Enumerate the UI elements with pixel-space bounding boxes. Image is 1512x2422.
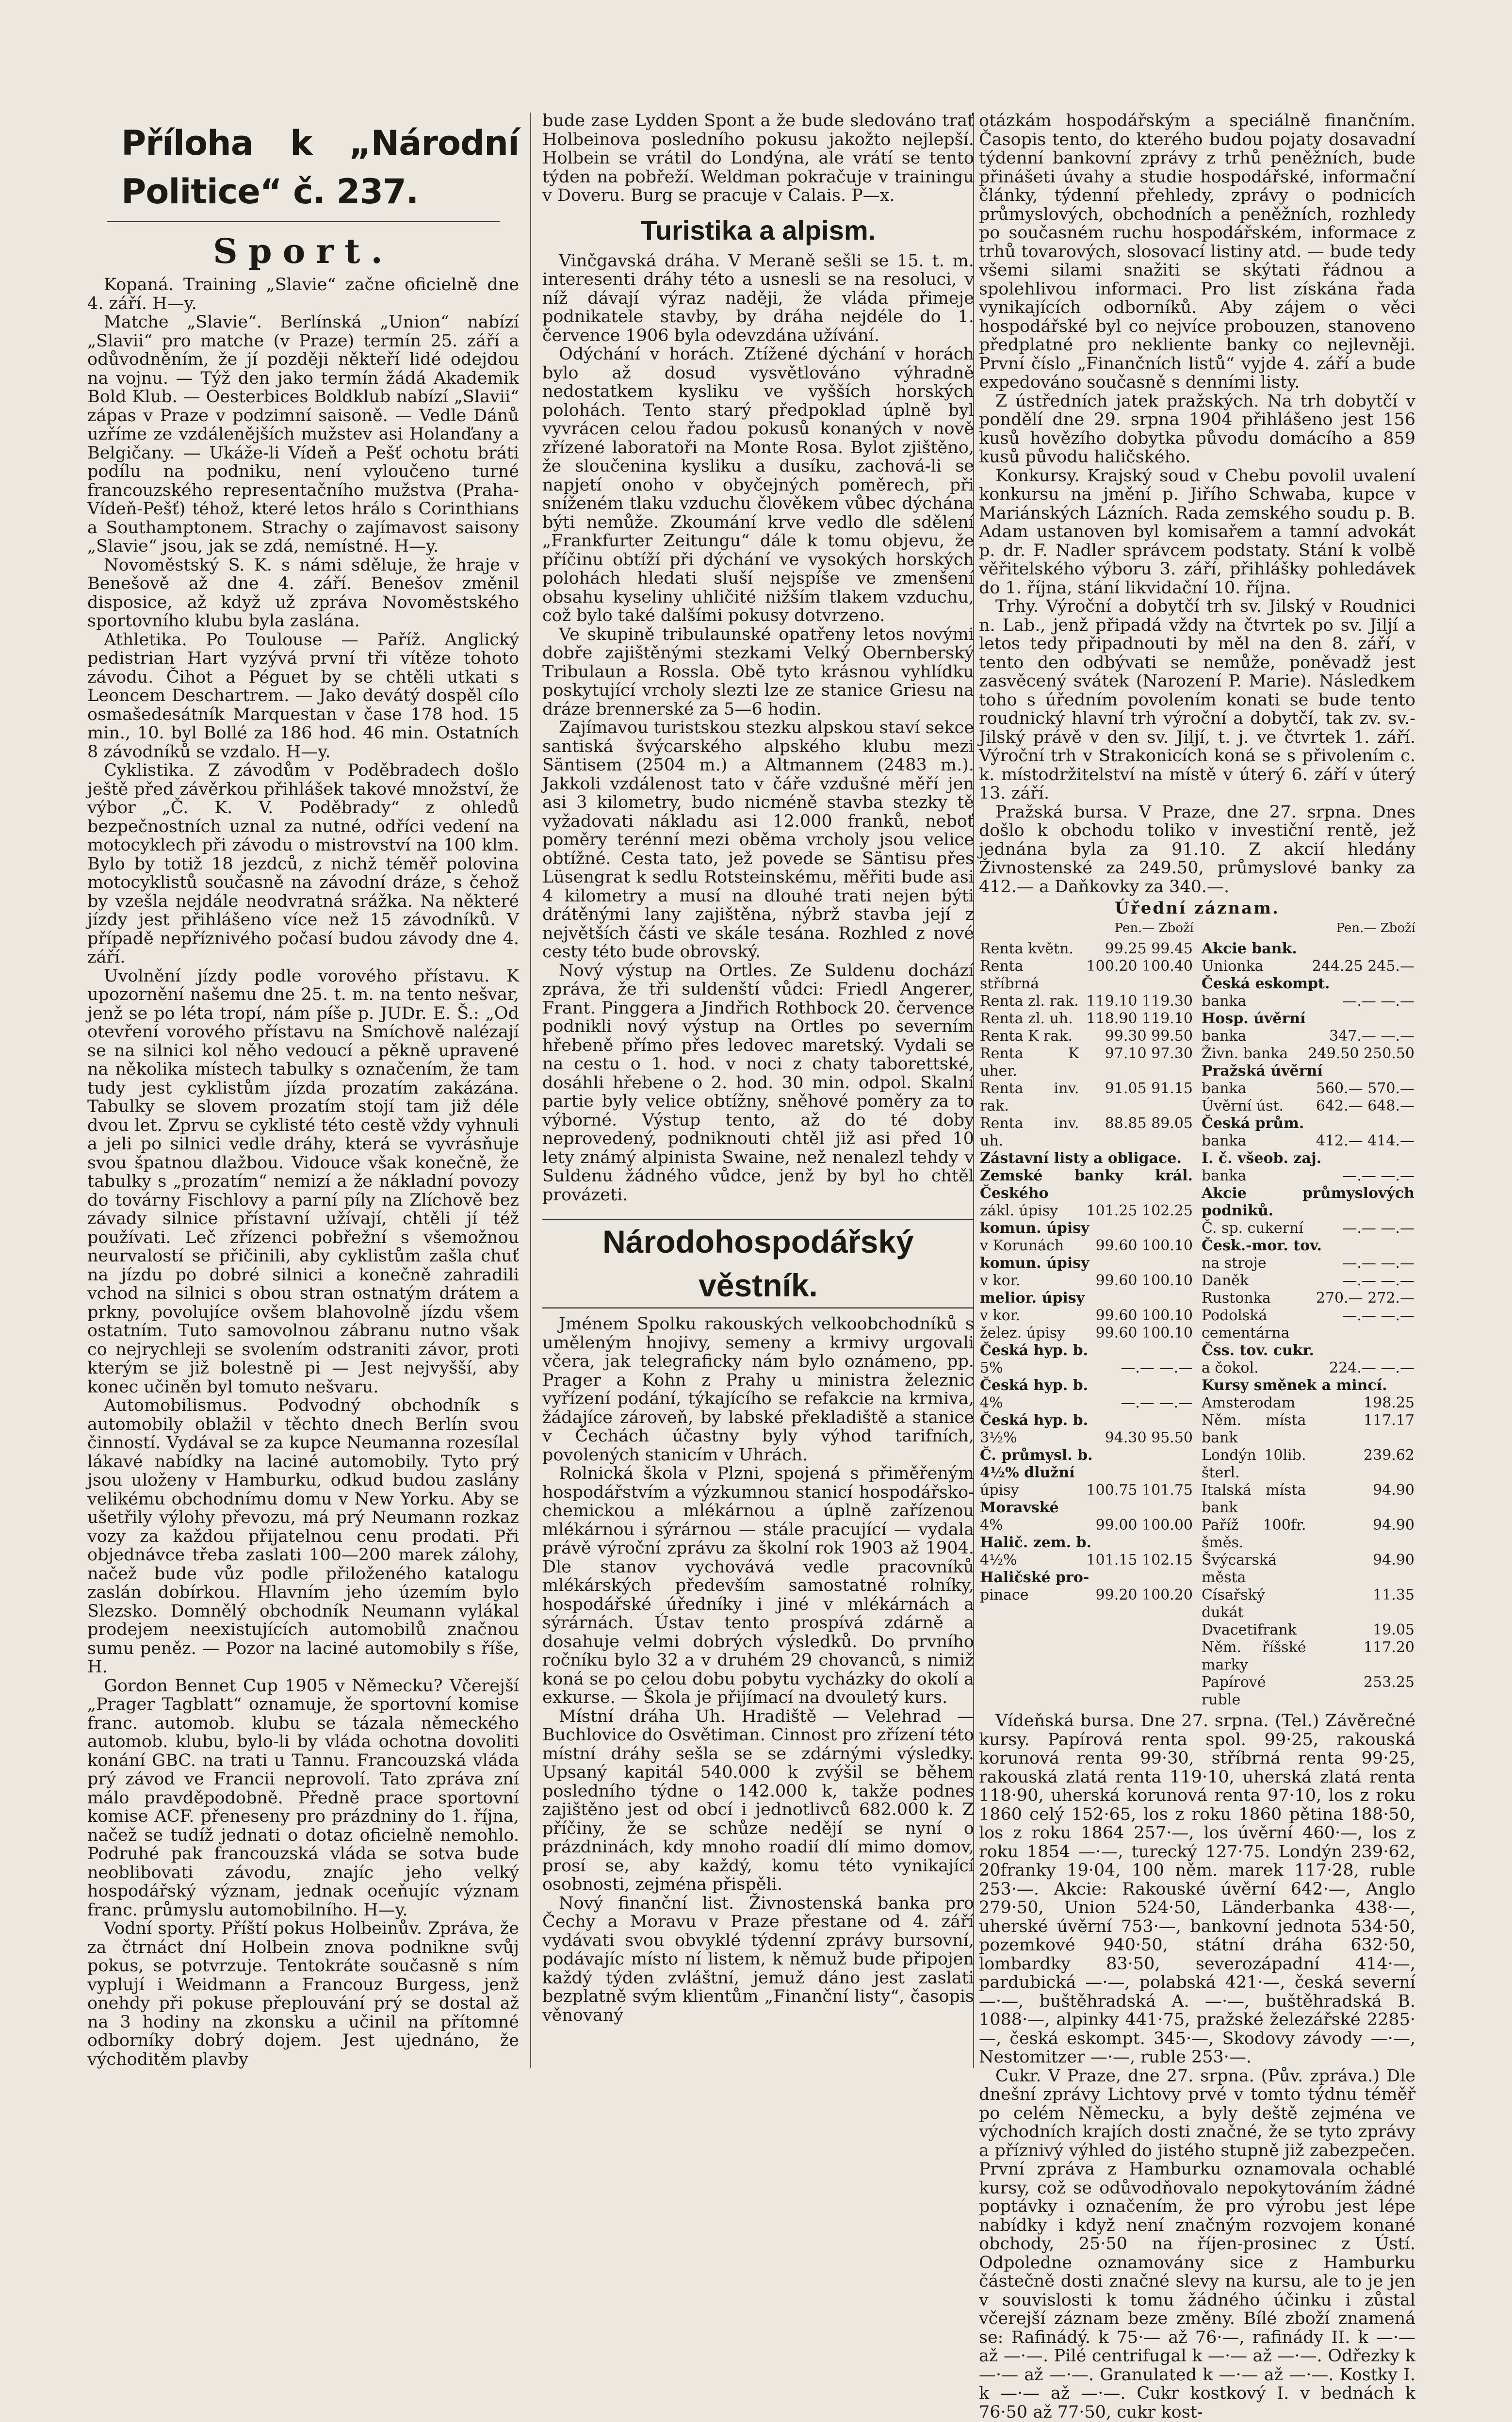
article-paragraph: otázkám hospodářským a speciálně finančním. Časopis tento, do kterého budou pojaty dosavadní týdenní bankovní zprávy z trhů peněžních, bude přinášeti úvahy a studie hospodářské, informační články, týdenní přehledy, zprávy o podnicích průmyslových, obchodních a peněžních, rozhledy po současném ruchu hospodářském, informace z trhů tovarových, slosovací listiny atd. — bude tedy všemi silami snažiti se skýtati řádnou a spolehlivou informaci. Pro list získána řada vynikajících odborníků. Aby zájem o věci hospodářské byl co nejvíce probouzen, stanoveno předplatné pro nekliente banky co nejlevněji. První číslo „Finančních listů“ vyjde 4. září a bude expedováno současně s denními listy. xyxy=(979,111,1415,392)
kurs-label: Č. sp. cukerní xyxy=(1202,1220,1303,1237)
kurs-row xyxy=(979,1447,1194,1464)
kurs-label: na stroje xyxy=(1202,1255,1267,1272)
kurs-label: Pražská úvěrní xyxy=(1202,1063,1323,1080)
kurs-row xyxy=(979,1045,1194,1080)
kurs-label: Č. průmysl. b. xyxy=(980,1447,1093,1464)
column-sport xyxy=(87,112,519,2083)
kurs-row xyxy=(1201,1272,1415,1290)
kurs-row xyxy=(1201,1045,1415,1063)
kurs-label: 4½% xyxy=(980,1552,1017,1569)
kurs-value: 117.17 xyxy=(1364,1412,1414,1429)
kurs-value: 99.00 100.00 xyxy=(1095,1517,1193,1534)
kurs-label: Česká prům. xyxy=(1202,1115,1304,1132)
kurs-value: 117.20 xyxy=(1364,1639,1414,1656)
kurs-row xyxy=(979,1272,1194,1290)
kurs-row xyxy=(979,1552,1194,1569)
kurs-row xyxy=(1201,993,1415,1010)
kurs-tables xyxy=(979,919,1415,1712)
section-title-turistika: Turistika a alpism. xyxy=(640,214,876,245)
kurs-row xyxy=(1201,1674,1415,1709)
article-paragraph: Konkursy. Krajský soud v Chebu povolil uvalení konkursu na jmění p. Jiřího Schwaba, kupce v Mariánských Lázních. Rada zemského soudu p. B. Adam ustanoven byl komisařem a tamní advokát p. dr. F. Nadler správcem podstaty. Stání k volbě věřitelského výboru 3. září, přihlášky pohledávek do 1. října, stání likvidační 10. října. xyxy=(979,466,1415,598)
kurs-row xyxy=(1201,1132,1415,1150)
article-paragraph: Cyklistika. Z závodům v Poděbradech došlo ještě před závěrkou přihlášek takové množství, že výbor „Č. K. V. Poděbrady“ z ohledů bezpečnostních uznal za nutné, odříci vedení na motocyklech při závodu o mistrovství na 100 klm. Bylo by totiž 18 jezdců, z nichž téměř polovina motocyklistů současně na závodní dráze, s čehož by vzešla nejdále neodvratná srážka. Na některé jízdy jest přihlášeno více než 15 závodníků. V případě nepříznivého počasí budou závody dne 4. září. xyxy=(87,761,519,967)
kurs-label: Čss. tov. cukr. xyxy=(1202,1342,1315,1359)
kurs-row xyxy=(979,1342,1194,1359)
kurs-label: Česká eskompt. xyxy=(1202,975,1330,992)
kurs-row xyxy=(979,1499,1194,1517)
column-financni xyxy=(979,111,1415,2422)
column-divider xyxy=(530,113,531,2068)
kurs-label: Moravské xyxy=(980,1499,1059,1516)
kurs-value: —.— —.— xyxy=(1342,993,1414,1010)
kurs-label: Halič. zem. b. xyxy=(980,1534,1091,1551)
article-paragraph: Rolnická škola v Plzni, spojená s přiměřeným hospodářstvím a výzkumnou stanicí hospodářsko-chemickou a mlékárnou a úplně zařízenou mlékárnou i sýrárnou — stále pracující — vydala právě výroční zprávu za školní rok 1903 až 1904. Dle stanov vychovává vedle pracovníků mlékárských především samostatné rolníky, hospodářské úředníky i jiné v mlékárnách a sýrárnách. Ústav tento prospívá zdárně a dosahuje velmi dobrých výsledků. Do prvního ročníku bylo 32 a v druhém 29 chovanců, s nimiž koná se po celou dobu pobytu vycházky do okolí a exkurse. — Škola je přijímací na dvouletý kurs. xyxy=(542,1464,974,1707)
kurs-row xyxy=(1201,1412,1415,1447)
article-paragraph: Nový finanční list. Živnostenská banka pro Čechy a Moravu v Praze přestane od 4. září vydávati svou obvyklé týdenní zprávy bursovní, podávajíc místo ní listem, k němuž bude připojen každý týden zvláštní, jemuž dáno jest zaslati bezplatně svým klientům „Finanční listy“, časopis věnovaný xyxy=(542,1893,974,2025)
kurs-row xyxy=(1201,1028,1415,1045)
article-paragraph: Odýchání v horách. Ztížené dýchání v horách bylo až dosud vysvětlováno výhradně nedostatkem kysliku ve vyšších horských polohách. Tento starý předpoklad úplně byl vyvrácen celou řadou pokusů konaných v nově zřízené laboratoři na Monte Rosa. Bylot zjištěno, že sloučenina kysliku a dusíku, zachová-li se napjetí onoho v obyčejných poměrech, při sníženém tlaku vzduchu člověkem vůbec dýchána býti nemůže. Zkoumání krve vedlo dle sdělení „Frankfurter Zeitungu“ dále k tomu objevu, že příčinu obtíží při dýchání ve vysokých horských polohách hledati sluší nejspíše ve zmenšení obsahu kyseliny uhličité nižším tlakem vzduchu, což bylo také dalšími pokusy dotvrzeno. xyxy=(542,344,974,625)
kurs-row xyxy=(1201,1342,1415,1359)
kurs-label: Hosp. úvěrní xyxy=(1202,1010,1306,1027)
kurs-row xyxy=(979,1587,1194,1604)
kurs-value: 642.— 648.— xyxy=(1316,1097,1414,1114)
kurs-label: Rustonka xyxy=(1202,1290,1271,1307)
kurs-value: 412.— 414.— xyxy=(1316,1132,1414,1149)
kurs-label: Akcie bank. xyxy=(1202,940,1297,957)
kurs-label: banka xyxy=(1202,1080,1247,1097)
kurs-value: 99.30 99.50 xyxy=(1105,1028,1193,1045)
column-turistika-narodohospodarsky xyxy=(542,112,974,2083)
kurs-row xyxy=(979,1412,1194,1429)
kurs-value: 88.85 89.05 xyxy=(1105,1115,1193,1132)
kurs-row xyxy=(979,1569,1194,1587)
kurs-value: 99.60 100.10 xyxy=(1095,1307,1193,1324)
kurs-value: —.— —.— xyxy=(1121,1394,1193,1411)
kurs-value: 97.10 97.30 xyxy=(1105,1045,1193,1062)
kurs-label: Renta inv. uh. xyxy=(980,1115,1079,1149)
kurs-label: Renta K rak. xyxy=(980,1028,1073,1045)
kurs-row xyxy=(979,1150,1194,1167)
kurs-row xyxy=(979,1482,1194,1499)
kurs-row xyxy=(979,1010,1194,1028)
kurs-label: Zástavní listy a obligace. xyxy=(980,1150,1182,1167)
kurs-row xyxy=(1201,1639,1415,1674)
kurs-row xyxy=(1201,1482,1415,1517)
kurs-value: —.— —.— xyxy=(1342,1307,1414,1324)
section-title-narodohospodarsky: Národohospodářský věstník. xyxy=(542,1218,974,1309)
kurs-row xyxy=(1201,1220,1415,1237)
kurs-label: Amsterodam xyxy=(1202,1394,1296,1411)
kurs-label: melior. úpisy xyxy=(980,1290,1085,1307)
kurs-label: Dvacetifrank xyxy=(1202,1621,1297,1638)
kurs-row xyxy=(979,1028,1194,1045)
kurs-label: Paříž 100fr. šměs. xyxy=(1202,1517,1306,1551)
kurs-label: Něm. říšské marky xyxy=(1202,1639,1306,1673)
kurs-row xyxy=(979,1237,1194,1255)
article-paragraph: Cukr. V Praze, dne 27. srpna. (Pův. zpráva.) Dle dnešní zprávy Lichtovy prvé v tomto týdnu téměř po celém Německu, a byly deště zejména ve východních krajích dosti značné, že se tyto zprávy a příznivý výhled do jistého stupně již zabezpečen. První zpráva z Hamburku oznamovala ochablé kursy, což se odůvodňovalo nepokytováním žádné poptávky i označením, že pro výrobu jest lépe nabídky i když není značným rozvojem konané obchody, 25·50 na říjen-prosinec z Ústí. Odpoledne oznamovány sice z Hamburku částečně dosti značné slevy na kursu, ale to je jen v souvislosti k tomu žádného účinku i zůstal včerejší záznam beze změny. Bílé zboží znamená se: Rafinádý. k 75·— až 76·—, rafinády II. k —·— až —·—. Pilé centrifugal k —·— až —·—. Odřezky k —·— až —·—. Granulated k —·— až —·—. Kostky I. k —·— až —·—. Cukr kostkový I. v bednách k 76·50 až 77·50, cukr kost- xyxy=(979,2066,1415,2422)
kurs-row xyxy=(979,1167,1194,1202)
section-title-sport: Sport. xyxy=(213,231,393,271)
kurs-label: 4% xyxy=(980,1394,1003,1411)
kurs-row xyxy=(1201,1290,1415,1307)
kurs-label: komun. úpisy xyxy=(980,1220,1089,1237)
kurs-row xyxy=(1201,1167,1415,1185)
article-paragraph: Nový výstup na Ortles. Ze Suldenu dochází zpráva, že tři suldenští vůdci: Friedl Angerer, Frant. Pinggera a Jindřich Rothbock 20. července podnikli nový výstup na Ortles po severním hřebeně přímo přes ledovec maretský. Vydali se na cestu o 1. hod. v noci z chaty taborettské, dosáhli hřebene o 2. hod. 30 min. odpol. Skalní partie byly velice obtížny, sněhové poměry za to výborné. Výstup tento, až do té doby neprovedený, podniknouti chtěl již asi před 10 lety známý alpinista Swaine, než nenalezl tehdy v Suldenu žádného vůdce, jenž by byl ho chtěl provázeti. xyxy=(542,961,974,1205)
kurs-label: Zemské banky král. Českého xyxy=(980,1167,1193,1202)
kurs-label: Česká hyp. b. xyxy=(980,1412,1089,1429)
kurs-value: 99.60 100.10 xyxy=(1095,1325,1193,1342)
kurs-label: Česká hyp. b. xyxy=(980,1377,1089,1394)
article-paragraph: Novoměstský S. K. s námi sděluje, že hraje v Benešově až dne 4. září. Benešov změnil disposice, až když už zpráva Novoměstského sportovního klubu byla zaslána. xyxy=(87,555,519,631)
kurs-row xyxy=(1201,1517,1415,1552)
kurs-row xyxy=(1201,1010,1415,1028)
article-paragraph: Zajímavou turistskou stezku alpskou staví sekce santiská švýcarského alpského klubu mezi Säntisem (2504 m.) a Altmannem (2483 m.). Jakkoli vzdálenost tato v čáře vzdušné měří jen asi 3 kilometry, budo nicméně stavba stezky tě vyžadovati nákladu asi 12.000 franků, neboť poměry terénní mezi oběma vrcholy jsou velice obtížné. Cesta tato, jež povede se Säntisu přes Lüsengrat k sedlu Rotsteinskému, měřiti bude asi 4 kilometry a musí na dlouhé trati nejen býti drátěnými lany zajištěna, nýbrž stavba její z největších části ve skále tesána. Rozhled z nové cesty této bude obrovský. xyxy=(542,718,974,962)
kurs-row xyxy=(979,1220,1194,1237)
article-paragraph: Gordon Bennet Cup 1905 v Německu? Včerejší „Prager Tagblatt“ oznamuje, že sportovní komise franc. automob. klubu se tázala německého automob. klubu, bylo-li by vláda ochotna dovoliti konání GBC. na trati u Tannu. Francouzská vláda prý závod ve Francii neprovolí. Tato zpráva zní málo pravděpodobně. Předně prace sportovní komise ACF. přeneseny pro prázdniny do 1. října, načež se tudíž jednati o dotaz oficielně nemohlo. Podruhé pak francouzská vláda se sotva bude neoblibovati závodu, znajíc jeho velký hospodářský význam, jednak oceňujíc význam franc. průmyslu automobilního. H—y. xyxy=(87,1676,519,1920)
kurs-row xyxy=(1201,1097,1415,1115)
kurs-row xyxy=(1201,1255,1415,1272)
kurs-value: 560.— 570.— xyxy=(1316,1080,1414,1097)
kurs-value: 101.15 102.15 xyxy=(1086,1552,1193,1569)
kurs-label: Úvěrní úst. xyxy=(1202,1097,1284,1114)
kurs-value: —.— —.— xyxy=(1342,1167,1414,1184)
kurs-value: —.— —.— xyxy=(1342,1272,1414,1289)
kurs-row xyxy=(979,1464,1194,1482)
article-paragraph: Jménem Spolku rakouských velkoobchodníků s uměleným hnojivy, semeny a krmivy urgovali včera, jak telegraficky nám bylo oznámeno, pp. Prager a Kohn z Prahy u ministra železnic vyřízení podání, týkajícího se refakcie na krmiva, žádajíce zároveň, by labské překladiště a stanice v Čechách účastny byly výhod tarifních, povolených stanicím v Uhrách. xyxy=(542,1314,974,1465)
kurs-label: a čokol. xyxy=(1202,1359,1259,1376)
kurs-row xyxy=(1201,1080,1415,1097)
kurs-value: 94.90 xyxy=(1373,1517,1414,1534)
kurs-label: banka xyxy=(1202,1167,1247,1184)
kurs-value: 119.10 119.30 xyxy=(1086,993,1193,1010)
kurs-label: banka xyxy=(1202,1132,1247,1149)
kurs-label: Kursy směnek a mincí. xyxy=(1202,1377,1387,1394)
kurs-label: v kor. xyxy=(980,1272,1021,1289)
kurs-value: 19.05 xyxy=(1373,1621,1414,1638)
kurs-value: 100.75 101.75 xyxy=(1086,1482,1193,1499)
kurs-value: 94.30 95.50 xyxy=(1105,1429,1193,1446)
kurs-value: —.— —.— xyxy=(1342,1255,1414,1272)
kurs-label: Renta K uher. xyxy=(980,1045,1079,1080)
kurs-row xyxy=(1201,940,1415,958)
kurs-label: Renta inv. rak. xyxy=(980,1080,1079,1114)
kurs-label: I. č. všeob. zaj. xyxy=(1202,1150,1322,1167)
kurs-row xyxy=(1201,958,1415,975)
kurs-row xyxy=(1201,1621,1415,1639)
kurs-label: Něm. místa bank xyxy=(1202,1412,1306,1446)
kurs-row xyxy=(979,1359,1194,1377)
kurs-label: úpisy xyxy=(980,1482,1019,1499)
kurs-value: 11.35 xyxy=(1373,1587,1414,1604)
kurs-label: želez. úpisy xyxy=(980,1325,1066,1342)
kurs-row xyxy=(1201,1377,1415,1394)
kurs-row xyxy=(979,1534,1194,1552)
kurs-row xyxy=(1201,1447,1415,1482)
kurs-value: 244.25 245.— xyxy=(1312,958,1414,975)
kurs-label: Papírové ruble xyxy=(1202,1674,1266,1708)
kurs-row xyxy=(1201,1307,1415,1342)
article-paragraph: Pražská bursa. V Praze, dne 27. srpna. Dnes došlo k obchodu toliko v investiční rentě, jež jednána byla za 91.10. Z akcií hledány Živnostenské za 249.50, průmyslové banky za 412.— a Daňkovky za 340.—. xyxy=(979,802,1415,897)
kurs-table-left-wrap xyxy=(979,919,1194,1712)
kurs-value: 99.20 100.20 xyxy=(1095,1587,1193,1604)
kurs-row xyxy=(1201,1394,1415,1412)
kurs-label: 5% xyxy=(980,1359,1003,1376)
kurs-value: 224.— —.— xyxy=(1329,1359,1414,1376)
kurs-label: 4½% dlužní xyxy=(980,1464,1075,1481)
kurs-row xyxy=(979,1080,1194,1115)
kurs-row xyxy=(979,993,1194,1010)
kurs-label: zákl. úpisy xyxy=(980,1202,1058,1219)
article-paragraph: Automobilismus. Podvodný obchodník s automobily oblažil v těchto dnech Berlín svou činností. Vydával se za kupce Neumanna rozesílal lákavé nabídky na laciné automobily. Tyto prý jsou uloženy v Hamburku, odkud budou zaslány velikému obchodnímu domu v New Yorku. Aby se ušetřily výlohy převozu, má prý Neumann rozkaz vozy za každou přijatelnou cenu prodati. Při objednávce třeba zaslati 100—200 marek zálohy, načež bude vůz podle přiloženého katalogu zaslán dobírkou. Hlavním jeho územím bylo Slezsko. Domnělý obchodník Neumann vylákal prodejem neexistujících automobilů značnou sumu peněz. — Pozor na laciné automobily s říše, H. xyxy=(87,1396,519,1677)
kurs-label: Renta zl. uh. xyxy=(980,1010,1073,1027)
kurs-row xyxy=(1201,1552,1415,1587)
kurs-value: 118.90 119.10 xyxy=(1086,1010,1193,1027)
kurs-row xyxy=(979,1202,1194,1220)
kurs-label: banka xyxy=(1202,1028,1247,1045)
kurs-table-right xyxy=(1201,940,1415,1709)
kurs-label: Česk.-mor. tov. xyxy=(1202,1237,1322,1254)
article-paragraph: Matche „Slavie“. Berlínská „Union“ nabízí „Slavii“ pro matche (v Praze) termín 25. září a odůvodněním, že jí později někteří lidé odejdou na vojnu. — Týž den jako termín žádá Akademik Bold Klub. — Oesterbices Boldklub nabízí „Slavii“ zápas v Praze v podzimní saisoně. — Vedle Dánů uzříme ze vzdálenějších mužstev asi Holanďany a Belgičany. — Ukáže-li Vídeň a Pešť ochotu bráti podílu na podniku, není vyloučeno turné francouzského representačního mužstva (Praha-Vídeň-Pešť) téhož, které letos hrálo s Corinthians a Southamptonem. Strachy o zajímavost saisony „Slavie“ jsou, jak se zdá, nemístné. H—y. xyxy=(87,312,519,556)
supplement-title: Příloha k „Národní Politice“ č. 237. xyxy=(121,123,519,212)
kurs-row xyxy=(979,1115,1194,1150)
kurs-value: —.— —.— xyxy=(1342,1220,1414,1237)
kurs-label: 3½% xyxy=(980,1429,1017,1446)
kurs-value: 94.90 xyxy=(1373,1552,1414,1569)
article-paragraph: Vinčgavská dráha. V Meraně sešli se 15. t. m. interesenti dráhy této a usnesli se na resoluci, v níž dávají výraz naději, že vláda přimeje podnikatele stavby, by dráha nejdéle do 1. července 1906 byla odevzdána užívání. xyxy=(542,251,974,345)
article-paragraph: Uvolnění jízdy podle vorového přístavu. K upozornění našemu dne 25. t. m. na tento nešvar, jenž se po léta tropí, nám píše p. JUDr. E. Š.: „Od otevření vorového přístavu na Smíchově nalézají se na silnici kol něho vedoucí a pěkně upravené na několika místech tabulky s označením, že tam tudy jest cyklistům jízda prozatím zakázána. Tabulky se slovem prozatím stojí tam již déle dvou let. Zprvu se cyklisté této cestě vždy vyhnuli a jeli po silnici vedle dráhy, která se vyvrásňuje svou špatnou dlažbou. Vidouce však konečně, že tabulky s „prozatím“ nemizí a že nákladní povozy do továrny Fischlovy a parní píly na Zlíchově bez závady silnice přístavní užívají, chtěli jí též používati. Leč zřízenci pobřežní s všemožnou neurvalostí se přičinili, aby cyklistům zašla chuť na jízdu po dobré silnici a konečně zahradili vchod na silnici s obou stran ostnatým drátem a prkny, povolujíce ovšem blahovolně jízdu všem ostatním. Tuto samovolnou zábranu nutno však co nejrychleji se svolením odstraniti závor, proti kterým se již bolestně pi — Jest nejvyšší, aby konec učiněn byl tomuto nešvaru. xyxy=(87,966,519,1397)
kurs-label: Švýcarská města xyxy=(1202,1552,1277,1586)
kurs-label: Haličské pro- xyxy=(980,1569,1089,1586)
kurs-label: Italská místa bank xyxy=(1202,1482,1306,1516)
kurs-value: 100.20 100.40 xyxy=(1086,958,1193,975)
kurs-value: 239.62 xyxy=(1364,1447,1414,1464)
kurs-value: 101.25 102.25 xyxy=(1086,1202,1193,1219)
kurs-row xyxy=(979,1325,1194,1342)
article-paragraph: bude zase Lydden Spont a že bude sledováno trať Holbeinova posledního pokusu jakožto nejlepší. Holbein se vrátil do Londýna, ale vrátí se tento týden na pobřeží. Weldman pokračuje v trainingu v Doveru. Burg se pracuje v Calais. P—x. xyxy=(542,111,974,205)
kurs-row xyxy=(979,1429,1194,1447)
kurs-value: 99.60 100.10 xyxy=(1095,1272,1193,1289)
kurs-label: Česká hyp. b. xyxy=(980,1342,1089,1359)
kurs-column-head: Pen.— Zboží xyxy=(1114,920,1194,935)
kurs-row xyxy=(1201,975,1415,993)
article-paragraph: Trhy. Výroční a dobytčí trh sv. Jilský v Roudnici n. Lab., jenž připadá vždy na čtvrtek po sv. Jiljí a letos tedy připadnouti by měl na den 8. září, v tento den odbývati se nemůže, poněvadž jest zasvěcený svátek (Narození P. Marie). Následkem toho s úředním povolením konati se bude tento roudnický hlavní trh výroční a dobytčí, tak zv. sv.-Jilský právě v den sv. Jiljí, t. j. ve čtvrtek 1. září. Výroční trh v Strakonicích koná se s přivolením c. k. místodržitelství na místě v úterý 6. září v úterý 13. září. xyxy=(979,597,1415,803)
kurs-row xyxy=(1201,1587,1415,1621)
kurs-label: Unionka xyxy=(1202,958,1264,975)
kurs-label: Podolská cementárna xyxy=(1202,1307,1290,1342)
kurs-row xyxy=(979,1307,1194,1325)
kurs-label: komun. úpisy xyxy=(980,1255,1089,1272)
kurs-table-right-wrap xyxy=(1201,919,1415,1712)
kurs-table-left xyxy=(979,940,1194,1604)
kurs-column-head: Pen.— Zboží xyxy=(1336,920,1415,935)
kurs-value: 347.— —.— xyxy=(1329,1028,1414,1045)
title-rule xyxy=(107,221,500,222)
kurs-row xyxy=(979,958,1194,993)
kurs-value: 94.90 xyxy=(1373,1482,1414,1499)
kurs-table-title: Úřední záznam. xyxy=(1115,899,1280,918)
kurs-label: Renta květn. xyxy=(980,940,1073,957)
kurs-label: Císařský dukát xyxy=(1202,1587,1265,1621)
kurs-row xyxy=(1201,1115,1415,1132)
kurs-label: pinace xyxy=(980,1587,1029,1604)
kurs-label: Akcie průmyslových podniků. xyxy=(1202,1185,1414,1219)
kurs-label: v Korunách xyxy=(980,1237,1064,1254)
article-paragraph: Vodní sporty. Příští pokus Holbeinův. Zpráva, že za čtrnáct dní Holbein znova podnikne svůj pokus, se potvrzuje. Tentokráte současně s ním vyplují i Weidmann a Francouz Burgess, jenž onehdy při pokuse přeplouvání prý se dostal až na 3 hodiny na zkonsku a učinil na přítomné odborníky dobrý dojem. Jest ujednáno, že východitěm plavby xyxy=(87,1919,519,2069)
article-paragraph: Kopaná. Training „Slavie“ začne oficielně dne 4. září. H—y. xyxy=(87,275,519,313)
article-paragraph: Athletika. Po Toulouse — Paříž. Anglický pedistrian Hart vyzývá první tři vítěze tohoto závodu. Čihot a Péguet by se chtěli utkati s Leoncem Deschartrem. — Jako devátý dospěl cílo osmašedesátník Marquestan v čase 178 hod. 15 min., 10. byl Bollé za 186 hod. 46 min. Ostatních 8 závodníků se vzdalo. H—y. xyxy=(87,630,519,762)
kurs-row xyxy=(1201,1150,1415,1167)
kurs-value: 99.25 99.45 xyxy=(1105,940,1193,957)
kurs-value: 198.25 xyxy=(1364,1394,1414,1411)
kurs-value: 99.60 100.10 xyxy=(1095,1237,1193,1254)
kurs-label: 4% xyxy=(980,1517,1003,1534)
kurs-label: Londýn 10lib. šterl. xyxy=(1202,1447,1306,1481)
kurs-row xyxy=(1201,1237,1415,1255)
article-paragraph: Místní dráha Uh. Hradiště — Velehrad — Buchlovice do Osvětiman. Cinnost pro zřízení této místní dráhy sešla se se zdárnými výsledky. Upsaný kapitál 540.000 k zvýšil se během posledního týdne o 142.000 k, takže podnes zajištěno jest od obcí i jednotlivců 682.000 k. Z příčiny, že se schůze nedějí se nyní o prázdninách, kdy mnoho roadií dlí mimo domov, prosí se, aby každý, komu této vynikající osobnosti, zejména přispěli. xyxy=(542,1706,974,1894)
kurs-row xyxy=(979,1377,1194,1394)
kurs-row xyxy=(979,1517,1194,1534)
kurs-label: Živn. banka xyxy=(1202,1045,1288,1062)
kurs-row xyxy=(979,1290,1194,1307)
kurs-row xyxy=(1201,1359,1415,1377)
article-paragraph: Vídeňská bursa. Dne 27. srpna. (Tel.) Závěrečné kursy. Papírová renta spol. 99·25, rakouská korunová renta 99·30, stříbrná renta 99·25, rakouská zlatá renta 119·10, uherská zlatá renta 118·90, uherská korunová renta 97·10, los z roku 1860 celý 152·65, los z roku 1860 pětina 188·50, los z roku 1864 257·—, los úvěrní 460·—, los z roku 1854 —·—, turecký 127·75. Londýn 239·62, 20franky 19·04, 100 něm. marek 117·28, ruble 253·—. Akcie: Rakouské úvěrní 642·—, Anglo 279·50, Union 524·50, Länderbanka 438·—, uherské úvěrní 753·—, bankovní jednota 534·50, pozemkové 940·50, státní dráha 632·50, lombardky 83·50, severozápadní 414·—, pardubická —·—, polabská 421·—, česká severní —·—, buštěhradská A. —·—, buštěhradská B. 1088·—, alpinky 441·75, pražské železářské 2285·—, česká eskompt. 345·—, Skodovy závody —·—, Nestomitzer —·—, ruble 253·—. xyxy=(979,1711,1415,2067)
kurs-value: 249.50 250.50 xyxy=(1308,1045,1414,1062)
kurs-value: 270.— 272.— xyxy=(1316,1290,1414,1307)
kurs-row xyxy=(979,940,1194,958)
kurs-row xyxy=(1201,1185,1415,1220)
kurs-label: Daněk xyxy=(1202,1272,1249,1289)
kurs-value: —.— —.— xyxy=(1121,1359,1193,1376)
kurs-label: Renta stříbrná xyxy=(980,958,1040,992)
kurs-label: banka xyxy=(1202,993,1247,1010)
kurs-label: Renta zl. rak. xyxy=(980,993,1079,1010)
kurs-row xyxy=(979,1394,1194,1412)
kurs-row xyxy=(979,1255,1194,1272)
article-paragraph: Z ústředních jatek pražských. Na trh dobytčí v pondělí dne 29. srpna 1904 přihlášeno jest 156 kusů hovězího dobytka původu domácího a 859 kusů původu haličského. xyxy=(979,391,1415,467)
kurs-label: v kor. xyxy=(980,1307,1021,1324)
article-paragraph: Ve skupině tribulaunské opatřeny letos novými dobře zajištěnými stezkami Velký Obernberský Tribulaun a Rossla. Obě tyto krásnou vyhlídku poskytující vrcholy slezti lze ze stanice Griesu na dráze brennerské za 5—6 hodin. xyxy=(542,624,974,719)
kurs-value: 253.25 xyxy=(1364,1674,1414,1691)
kurs-row xyxy=(1201,1063,1415,1080)
kurs-value: 91.05 91.15 xyxy=(1105,1080,1193,1097)
